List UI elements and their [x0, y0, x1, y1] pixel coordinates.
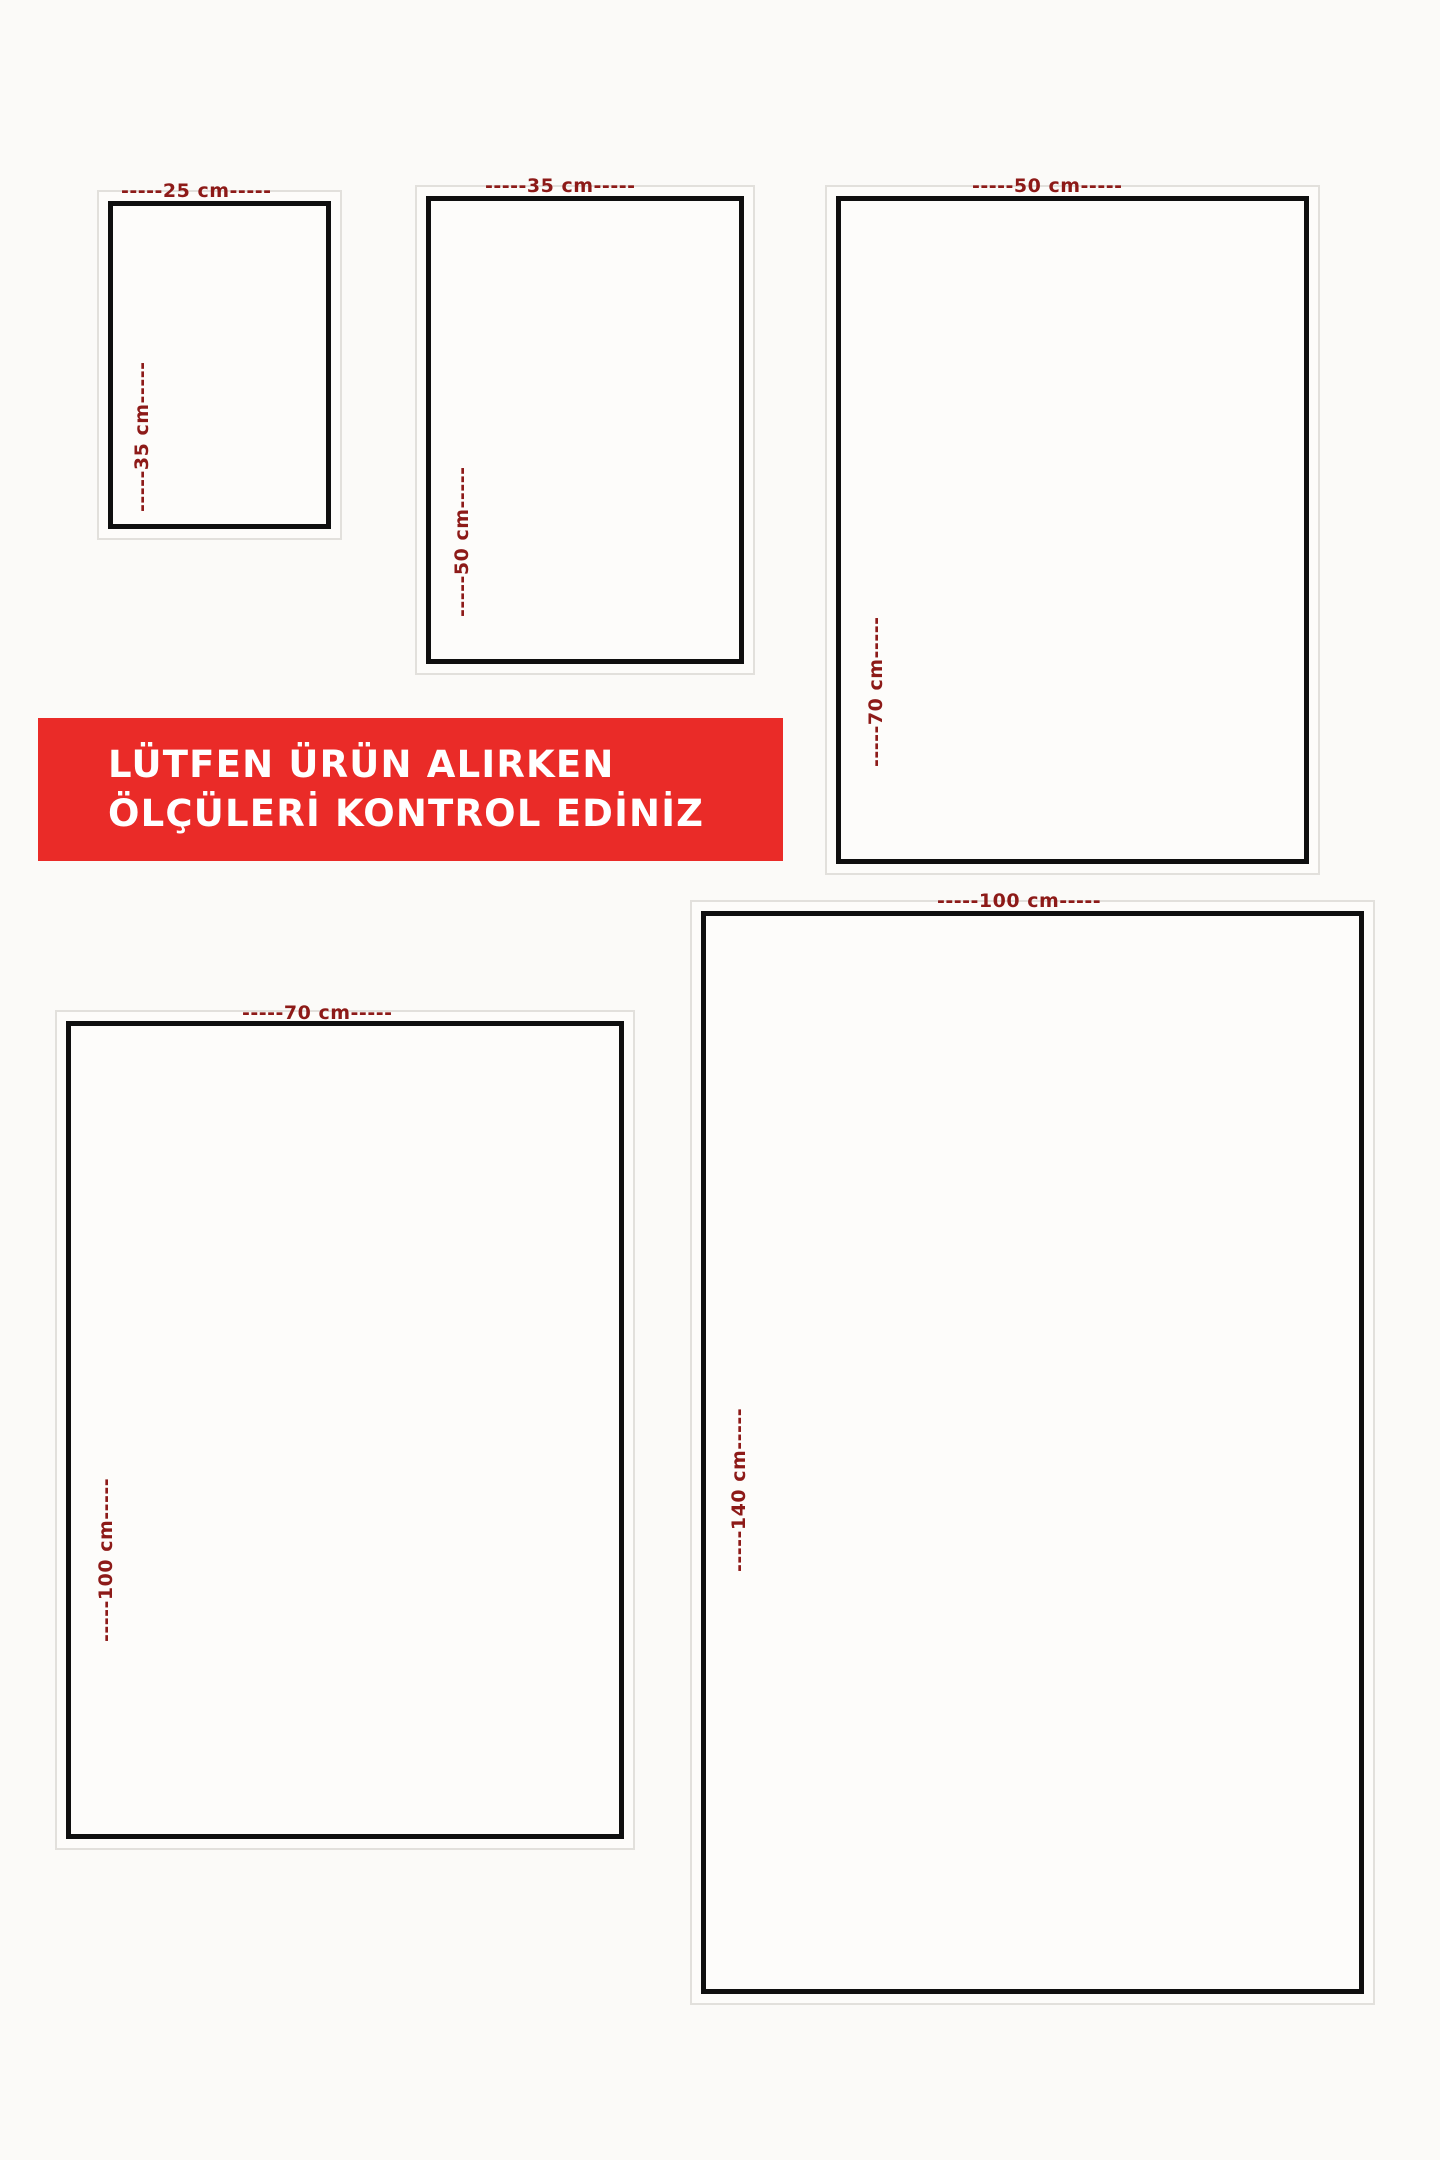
- frame-100x140-width-label: -----100 cm-----: [937, 890, 1102, 912]
- frame-35x50: [415, 175, 755, 675]
- frame-35x50-height-label: -----50 cm-----: [451, 466, 473, 617]
- frame-70x100: [55, 1002, 635, 1850]
- frame-25x35-height-label: -----35 cm-----: [131, 361, 153, 512]
- frame-100x140-inner: [701, 911, 1364, 1994]
- size-warning-banner: [38, 718, 783, 861]
- frame-70x100-height-label: -----100 cm-----: [95, 1477, 117, 1642]
- size-warning-line-1: LÜTFEN ÜRÜN ALIRKEN: [108, 743, 615, 787]
- frame-70x100-width-label: -----70 cm-----: [242, 1002, 393, 1024]
- frame-50x70-inner: [836, 196, 1309, 864]
- frame-25x35-width-label: -----25 cm-----: [121, 180, 272, 202]
- frame-35x50-inner: [426, 196, 744, 664]
- frame-50x70-width-label: -----50 cm-----: [972, 175, 1123, 197]
- frame-50x70-height-label: -----70 cm-----: [865, 616, 887, 767]
- frame-35x50-width-label: -----35 cm-----: [485, 175, 636, 197]
- frame-100x140: [690, 890, 1375, 2005]
- frame-25x35: [97, 180, 342, 540]
- frame-100x140-height-label: -----140 cm-----: [728, 1407, 750, 1572]
- frame-50x70: [825, 175, 1320, 875]
- frame-70x100-inner: [66, 1021, 624, 1839]
- size-warning-line-2: ÖLÇÜLERİ KONTROL EDİNİZ: [108, 791, 705, 835]
